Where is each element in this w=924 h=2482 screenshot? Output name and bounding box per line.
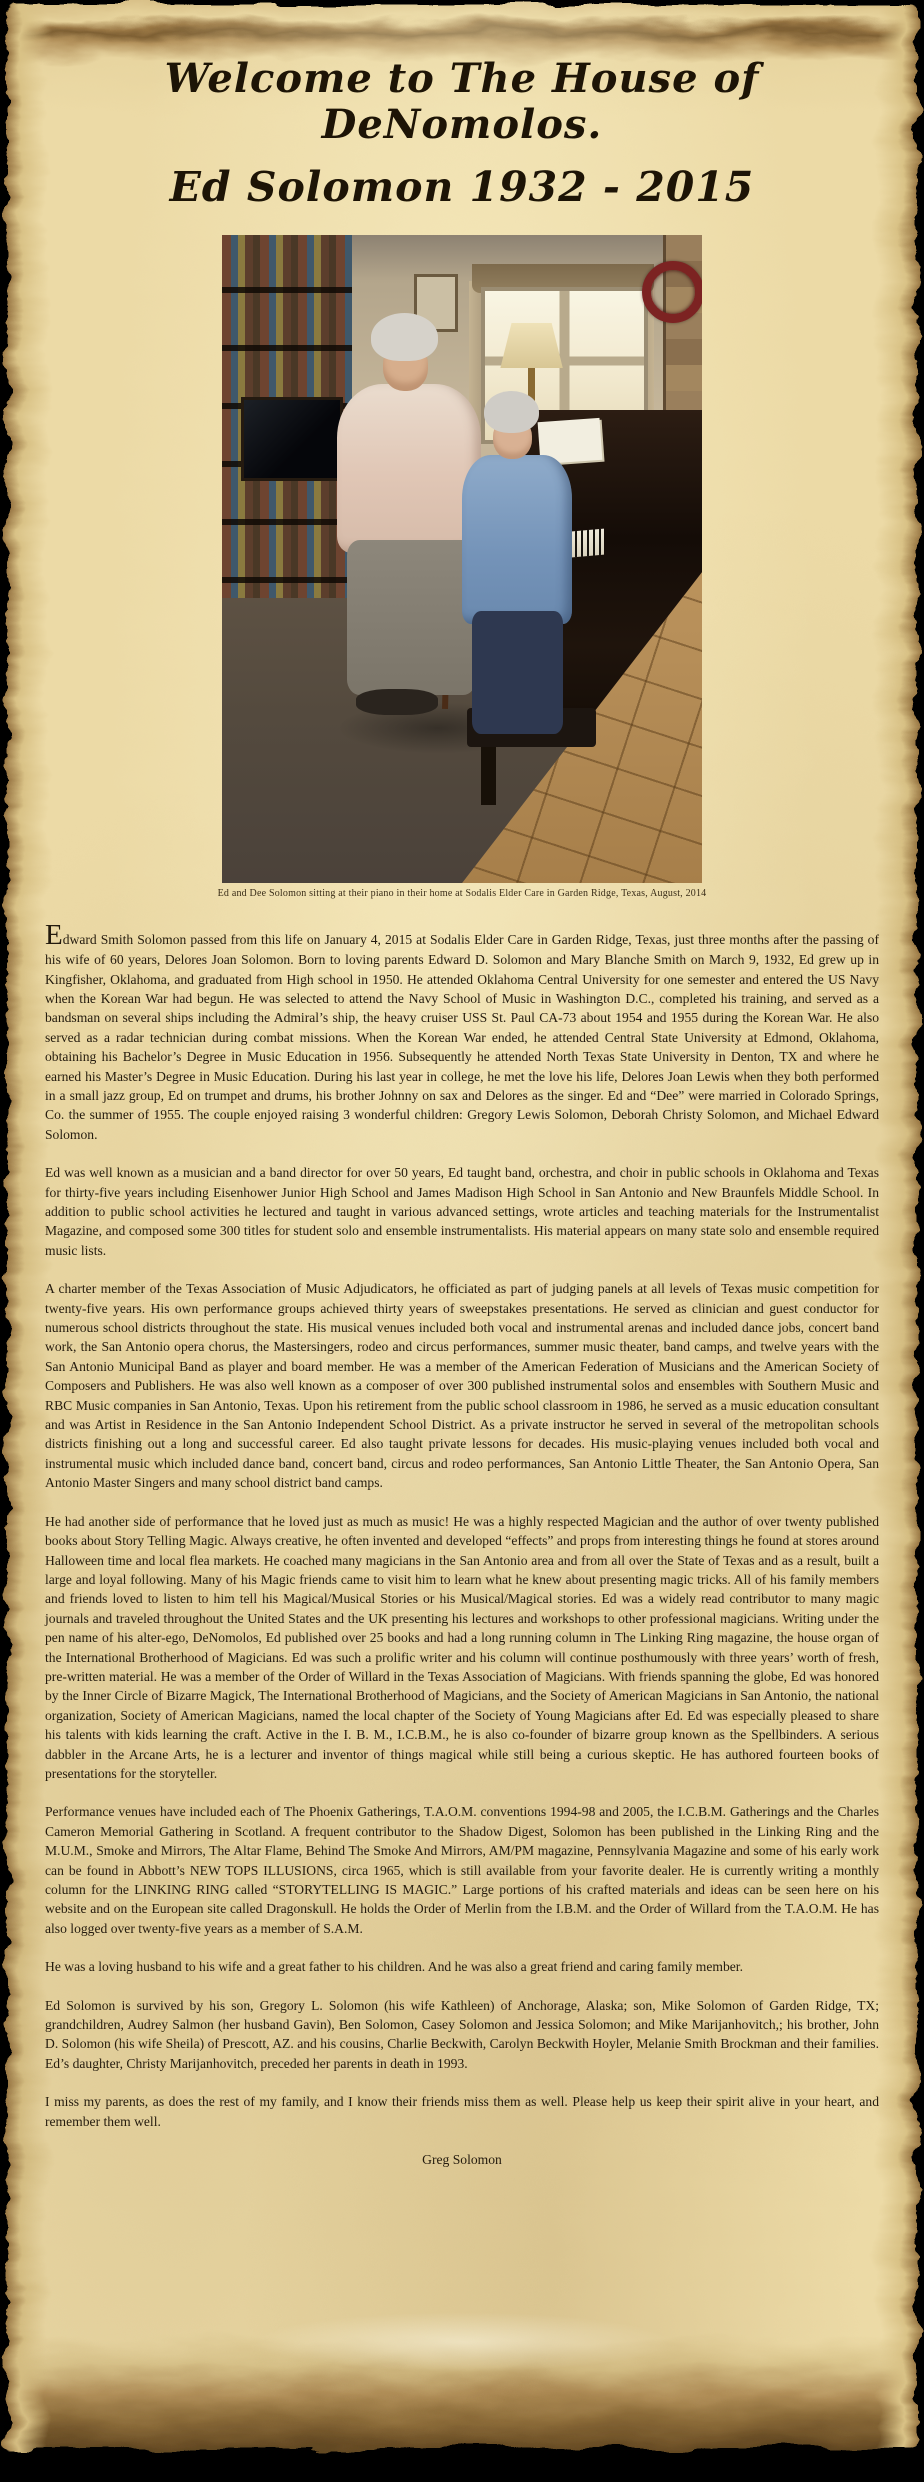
parchment-smudge xyxy=(252,2312,672,2372)
paragraph-2: Ed was well known as a musician and a band director for over 50 years, Ed taught band, orchestra, and choir in public schools in Oklahoma and Texas for thirty-five years including Eisenhower Junior High School and James Madison High School in San Antonio and New Braunfels Middle School. In addition to public school activities he lectured and taught in various advanced settings, wrote articles and teaching materials for the Instrumentalist Magazine, and composed some 300 titles for student solo and ensemble instrumentalists. His material appears on many state solo and ensemble required music lists. xyxy=(45,1165,879,1258)
photo-wreath xyxy=(642,261,702,323)
signature: Greg Solomon xyxy=(422,2152,502,2168)
paragraph-7: Ed Solomon is survived by his son, Gregory L. Solomon (his wife Kathleen) of Anchorage, Alaska; son, Mike Solomon of Garden Ridge, TX; grandchildren, Audrey Salmon (her husband Gavin), Ben Solomon, Casey Solomon and Jessica Solomon; and Mike Marijanhovitch,; his brother, John D. Solomon (his wife Sheila) of Prescott, AZ. and his cousins, Charlie Beckwith, Carolyn Beckwith Hoyler, Melanie Smith Brockman and their families. Ed’s daughter, Christy Marijanhovitch, preceded her parents in death in 1993. xyxy=(45,1997,879,2071)
paragraph-1 xyxy=(45,921,879,1144)
obituary-text xyxy=(45,921,879,2169)
photo-ed-hair xyxy=(371,313,438,362)
paragraph-1-text: dward Smith Solomon passed from this life on January 4, 2015 at Sodalis Elder Care in Garden Ridge, Texas, just three months after the passing of his wife of 60 years, Delores Joan Solomon. Born to loving parents Edward D. Solomon and Mary Blanche Smith on March 9, 1932, Ed grew up in Kingfisher, Oklahoma, and graduated from High school in 1950. He attended Oklahoma Central University for one semester and entered the US Navy when the Korean War had begun. He was selected to attend the Navy School of Music in Washington D.C., completed his training, and served as a bandsman on several ships including the Admiral’s ship, the heavy cruiser USS St. Paul CA-73 about 1954 and 1955 during the Korean War. He also served as a radar technician during combat missions. When the Korean War ended, he attended Central State University at Edmond, Oklahoma, obtaining his Bachelor’s Degree in Music Education in 1956. Subsequently he attended North Texas State University in Denton, TX and where he earned his Master’s Degree in Music Education. During his last year in college, he met the love his life, Delores Joan Lewis when they both performed in a small jazz group, Ed on trumpet and drums, his brother Johnny on sax and Delores as the singer. Ed and “Dee” were married in Colorado Springs, Co. the summer of 1955. The couple enjoyed raising 3 wonderful children: Gregory Lewis Solomon, Deborah Christy Solomon, and Michael Edward Solomon. xyxy=(45,932,879,1142)
page-title: Welcome to The House of DeNomolos. xyxy=(164,55,760,148)
photo-dee-shirt xyxy=(462,455,572,623)
page-content xyxy=(45,48,879,2169)
photo-bench-leg xyxy=(481,747,495,805)
paragraph-6: He was a loving husband to his wife and a great father to his children. And he was also a great friend and caring family member. xyxy=(45,1959,743,1975)
photo-caption: Ed and Dee Solomon sitting at their piano in their home at Sodalis Elder Care in Garden Ridge, Texas, August, 2014 xyxy=(217,888,707,900)
photo-ed-pants xyxy=(347,540,477,696)
paragraph-3: A charter member of the Texas Association of Music Adjudicators, he officiated as part of judging panels at all levels of Texas music competition for twenty-five years. His own performance groups achieved thirty years of sweepstakes presentations. He served as clinician and guest conductor for numerous school districts throughout the state. His musical venues included both vocal and instrumental arenas and included dance jobs, concert band work, the San Antonio opera chorus, the Mastersingers, rodeo and circus performances, summer music theater, band camps, and twelve years with the San Antonio Municipal Band as player and board member. He was a member of the American Federation of Musicians and the American Society of Composers and Publishers. He was also well known as a composer of over 300 published instrumental solos and ensembles with Southern Music and RBC Music companies in San Antonio, Texas. Upon his retirement from the public school classroom in 1986, he served as a music education consultant and was Artist in Residence in the San Antonio Independent School District. As a private instructor he served in several of the metropolitan schools districts finishing out a long and successful career. Ed also taught private lessons for decades. His music-playing venues included both vocal and instrumental music which included dance band, concert band, circus and rodeo performances, San Antonio Little Theater, the San Antonio Opera, San Antonio Master Singers and many school district band camps. xyxy=(45,1281,879,1491)
paragraph-5: Performance venues have included each of The Phoenix Gatherings, T.A.O.M. conventions 1994-98 and 2005, the I.C.B.M. Gatherings and the Charles Cameron Memorial Gathering in Scotland. A frequent contributor to the Shadow Digest, Solomon has been published in the Linking Ring and the M.U.M., Smoke and Mirrors, The Altar Flame, Behind The Smoke And Mirrors, AM/PM magazine, Pennsylvania Magazine and some of his early work can be found in Abbott’s NEW TOPS ILLUSIONS, circa 1965, which is still available from your favorite dealer. He is currently writing a monthly column for the LINKING RING called “STORYTELLING IS MAGIC.” Large portions of his crafted materials and ideas can be seen here on his website and on the European site called Dragonskull. He holds the Order of Merlin from the I.B.M. and the Order of Willard from the T.A.O.M. He has also logged over twenty-five years as a member of S.A.M. xyxy=(45,1804,879,1936)
photo-ed-shirt xyxy=(337,384,481,552)
paragraph-4: He had another side of performance that he loved just as much as music! He was a highly respected Magician and the author of over twenty published books about Story Telling Magic. Always creative, he often invented and developed “effects” and props from interesting things he found at stores around Halloween time and local flea markets. He coached many magicians in the San Antonio area and from all over the State of Texas and as a result, built a large and loyal following. Many of his Magic friends came to visit him to learn what he knew about presenting magic tricks. All of his family members and friends loved to listen to him tell his Magical/Musical Stories or his Musical/Magical stories. Ed was a widely read contributor to many magic journals and traveled throughout the United States and the UK presenting his lectures and workshops to other professional magicians. Writing under the pen name of his alter-ego, DeNomolos, Ed published over 25 books and had a long running column in The Linking Ring magazine, the house organ of the International Brotherhood of Magicians. Ed was such a prolific writer and his column will continue posthumously with three years’ worth of fresh, pre-written material. He was a member of the Order of Willard in the Texas Association of Magicians. With friends spanning the globe, Ed was honored by the Inner Circle of Bizarre Magick, The International Brotherhood of Magicians, and the Society of American Magicians in San Antonio, the national organization, Society of American Magicians, named the local chapter of the Society of Young Magicians after Ed. Ed was especially pleased to share his talents with kids learning the craft. Active in the I. B. M., I.C.B.M., he is also co-founder of bizarre group known as the Spellbinders. A serious dabbler in the Arcane Arts, he is a lecturer and inventor of things magical while still being a curious skeptic. He has authored fourteen books of presentations for the storyteller. xyxy=(45,1513,879,1781)
paragraph-8: I miss my parents, as does the rest of my family, and I know their friends miss them as well. Please help us keep their spirit alive in your heart, and remember them well. xyxy=(45,2094,879,2129)
photo-dee-hair xyxy=(484,391,539,433)
drop-cap: E xyxy=(45,919,63,952)
photo-ed-shoes xyxy=(356,689,438,715)
page-subtitle: Ed Solomon 1932 - 2015 xyxy=(169,163,755,211)
photo-dee-pants xyxy=(472,611,563,734)
memorial-photo xyxy=(222,235,702,883)
photo-tv xyxy=(241,397,343,481)
